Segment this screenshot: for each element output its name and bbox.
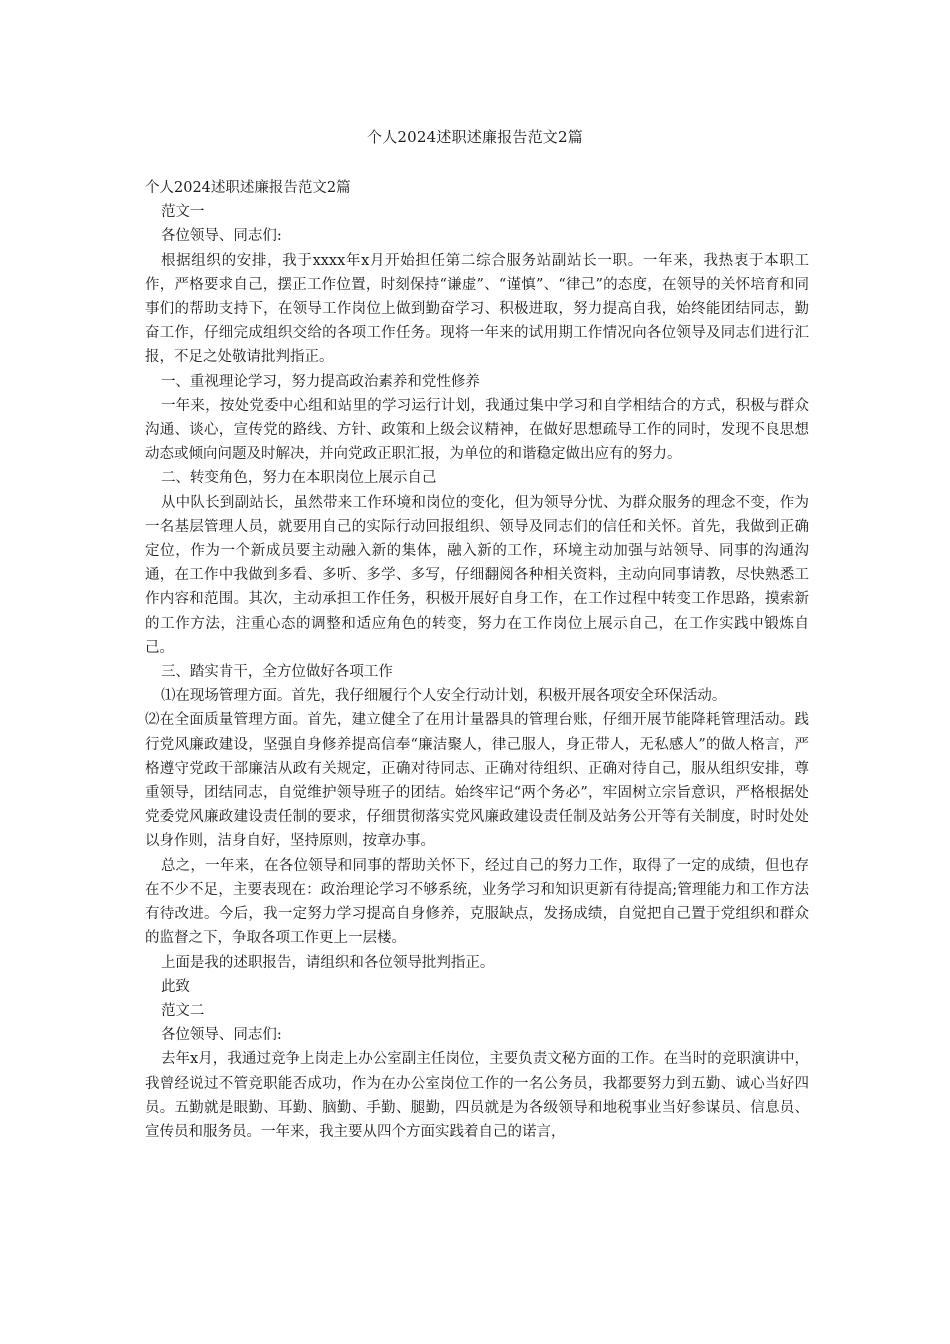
paragraph-section-1: 一年来，按处党委中心组和站里的学习运行计划，我通过集中学习和自学相结合的方式，积极与群众沟通、谈心，宣传党的路线、方针、政策和上级会议精神，在做好思想疏导工作的同时，发现不良思想动态或倾向问题及时解决，并向党政正职汇报，为单位的和谐稳定做出应有的努力。 — [145, 397, 809, 463]
section-heading-1: 一、重视理论学习，努力提高政治素养和党性修养 — [160, 373, 480, 390]
paragraph-salutation-2: 各位领导、同志们: — [160, 1027, 282, 1044]
paragraph-section-2: 从中队长到副站长，虽然带来工作环境和岗位的变化，但为领导分忧、为群众服务的理念不变，作为一名基层管理人员，就要用自己的实际行动回报组织、领导及同志们的信任和关怀。首先，我做到正确定位，作为一个新成员要主动融入新的集体，融入新的工作，环境主动加强与站领导、同事的沟通沟通，在工作中我做到多看、多听、多学、多写，仔细翻阅各种相关资料，主动向同事请教，尽快熟悉工作内容和范围。其次，主动承担工作任务，积极开展好自身工作，在工作过程中转变工作思路，摸索新的工作方法，注重心态的调整和适应角色的转变，努力在工作岗位上展示自己，在工作实践中锻炼自己。 — [145, 494, 809, 656]
paragraph-item-2: ⑵在全面质量管理方面。首先，建立健全了在用计量器具的管理台账，仔细开展节能降耗管理活动。践行党风廉政建设，坚强自身修养提高信奉“廉洁聚人，律己服人，身正带人，无私感人”的做人格言，严格遵守党政干部廉洁从政有关规定，正确对待同志、正确对待组织、正确对待自己，服从组织安排，尊重领导，团结同志，自觉维护领导班子的团结。始终牢记“两个务必”，牢固树立宗旨意识，严格根据处党委党风廉政建设责任制的要求，仔细贯彻落实党风廉政建设责任制及站务公开等有关制度，时时处处以身作则，洁身自好，坚持原则，按章办事。 — [145, 712, 809, 850]
document-body — [145, 176, 809, 1144]
paragraph-summary: 总之，一年来，在各位领导和同事的帮助关怀下，经过自己的努力工作，取得了一定的成绩，但也存在不少不足，主要表现在：政治理论学习不够系统，业务学习和知识更新有待提高;管理能力和工作方法有待改进。今后，我一定努力学习提高自身修养，克服缺点，发扬成绩，自觉把自己置于党组织和群众的监督之下，争取各项工作更上一层楼。 — [145, 857, 809, 947]
paragraph-sample-one-label: 范文一 — [160, 204, 205, 221]
section-heading-2: 二、转变角色，努力在本职岗位上展示自己 — [160, 470, 437, 487]
paragraph-sample-two-body: 去年x月，我通过竞争上岗走上办公室副主任岗位，主要负责文秘方面的工作。在当时的竞职演讲中，我曾经说过不管竞职能否成功，作为在办公室岗位工作的一名公务员，我都要努力到五勤、诚心当好四员。五勤就是眼勤、耳勤、脑勤、手勤、腿勤，四员就是为各级领导和地税事业当好参谋员、信息员、宣传员和服务员。一年来，我主要从四个方面实践着自己的诺言， — [145, 1051, 809, 1140]
paragraph-closing: 上面是我的述职报告，请组织和各位领导批判指正。 — [160, 954, 495, 971]
section-heading-3: 三、踏实肯干，全方位做好各项工作 — [160, 664, 393, 681]
page-title: 个人2024述职述廉报告范文2篇 — [367, 128, 583, 146]
paragraph-item-1: ⑴在现场管理方面。首先，我仔细履行个人安全行动计划，积极开展各项安全环保活动。 — [160, 688, 727, 705]
paragraph-heading: 个人2024述职述廉报告范文2篇 — [145, 180, 351, 196]
paragraph-sample-two-label: 范文二 — [160, 1002, 205, 1019]
paragraph-intro: 根据组织的安排，我于xxxx年x月开始担任第二综合服务站副站长一职。一年来，我热衷于本职工作，严格要求自己，摆正工作位置，时刻保持“谦虚”、“谨慎”、“律己”的态度，在领导的关怀培育和同事们的帮助支持下，在领导工作岗位上做到勤奋学习、积极进取，努力提高自我，始终能团结同志，勤奋工作，仔细完成组织交给的各项工作任务。现将一年来的试用期工作情况向各位领导及同志们进行汇报，不足之处敬请批判指正。 — [145, 252, 809, 366]
paragraph-salute: 此致 — [160, 978, 190, 995]
paragraph-salutation: 各位领导、同志们: — [160, 228, 282, 245]
